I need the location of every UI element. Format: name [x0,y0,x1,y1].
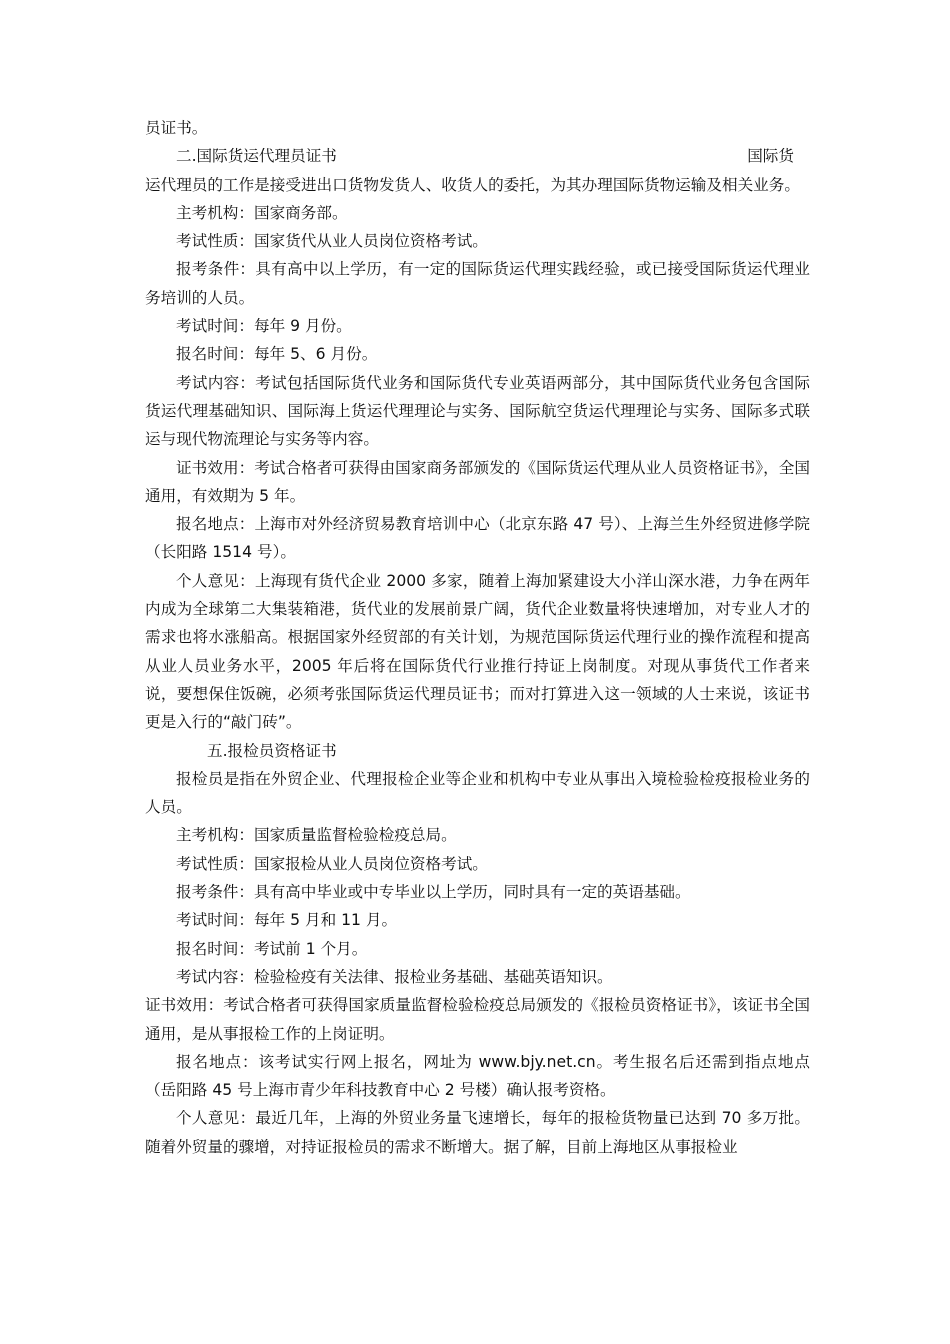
section-heading-inspector: 五.报检员资格证书 [207,741,337,760]
paragraph: 个人意见：上海现有货代企业 2000 多家，随着上海加紧建设大小洋山深水港，力争在两年内成为全球第二大集装箱港，货代业的发展前景广阔，货代企业数量将快速增加，对专业人才的需求也将水涨船高。根据国家外经贸部的有关计划，为规范国际货运代理行业的操作流程和提高从业人员业务水平，2005 年后将在国际货代行业推行持证上岗制度。对现从事货代工作者来说，要想保住饭碗，必须考张国际货运代理员证书；而对打算进入这一领域的人士来说，该证书更是入行的“敲门砖”。 [145,571,810,732]
paragraph: 报名地点：上海市对外经济贸易教育培训中心（北京东路 47 号）、上海兰生外经贸进修学院（长阳路 1514 号）。 [145,515,810,562]
paragraph-fragment: 国际货 [747,147,794,166]
paragraph: 考试时间：每年 9 月份。 [176,317,352,336]
paragraph: 考试性质：国家货代从业人员岗位资格考试。 [176,232,488,251]
paragraph: 运代理员的工作是接受进出口货物发货人、收货人的委托，为其办理国际货物运输及相关业务。 [145,175,800,194]
heading-text: 二.国际货运代理员证书 [176,147,337,166]
paragraph: 考试内容：考试包括国际货代业务和国际货代专业英语两部分，其中国际货代业务包含国际货运代理基础知识、国际海上货运代理理论与实务、国际航空货运代理理论与实务、国际多式联运与现代物流理论与实务等内容。 [145,373,810,449]
paragraph: 报名时间：每年 5、6 月份。 [176,345,378,364]
paragraph: 主考机构：国家商务部。 [176,203,348,222]
document-body [145,114,810,1161]
paragraph: 报名地点：该考试实行网上报名，网址为 www.bjy.net.cn。考生报名后还需到指点地点（岳阳路 45 号上海市青少年科技教育中心 2 号楼）确认报考资格。 [145,1052,810,1100]
paragraph: 证书效用：考试合格者可获得国家质量监督检验检疫总局颁发的《报检员资格证书》，该证书全国通用，是从事报检工作的上岗证明。 [145,996,810,1043]
paragraph: 个人意见：最近几年，上海的外贸业务量飞速增长，每年的报检货物量已达到 70 多万批。随着外贸量的骤增，对持证报检员的需求不断增大。据了解，目前上海地区从事报检业 [145,1109,810,1156]
paragraph: 主考机构：国家质量监督检验检疫总局。 [176,826,457,845]
paragraph: 考试内容：检验检疫有关法律、报检业务基础、基础英语知识。 [176,967,613,986]
section-heading-freight-agent [145,142,810,170]
paragraph: 报考条件：具有高中毕业或中专毕业以上学历，同时具有一定的英语基础。 [176,883,691,902]
paragraph: 考试时间：每年 5 月和 11 月。 [176,911,398,930]
paragraph: 员证书。 [145,119,208,137]
paragraph: 报考条件：具有高中以上学历，有一定的国际货运代理实践经验，或已接受国际货运代理业务培训的人员。 [145,260,810,307]
paragraph: 考试性质：国家报检从业人员岗位资格考试。 [176,854,488,873]
paragraph: 报检员是指在外贸企业、代理报检企业等企业和机构中专业从事出入境检验检疫报检业务的人员。 [145,769,810,817]
paragraph: 证书效用：考试合格者可获得由国家商务部颁发的《国际货运代理从业人员资格证书》，全国通用，有效期为 5 年。 [145,458,810,505]
paragraph: 报名时间：考试前 1 个月。 [176,939,368,958]
